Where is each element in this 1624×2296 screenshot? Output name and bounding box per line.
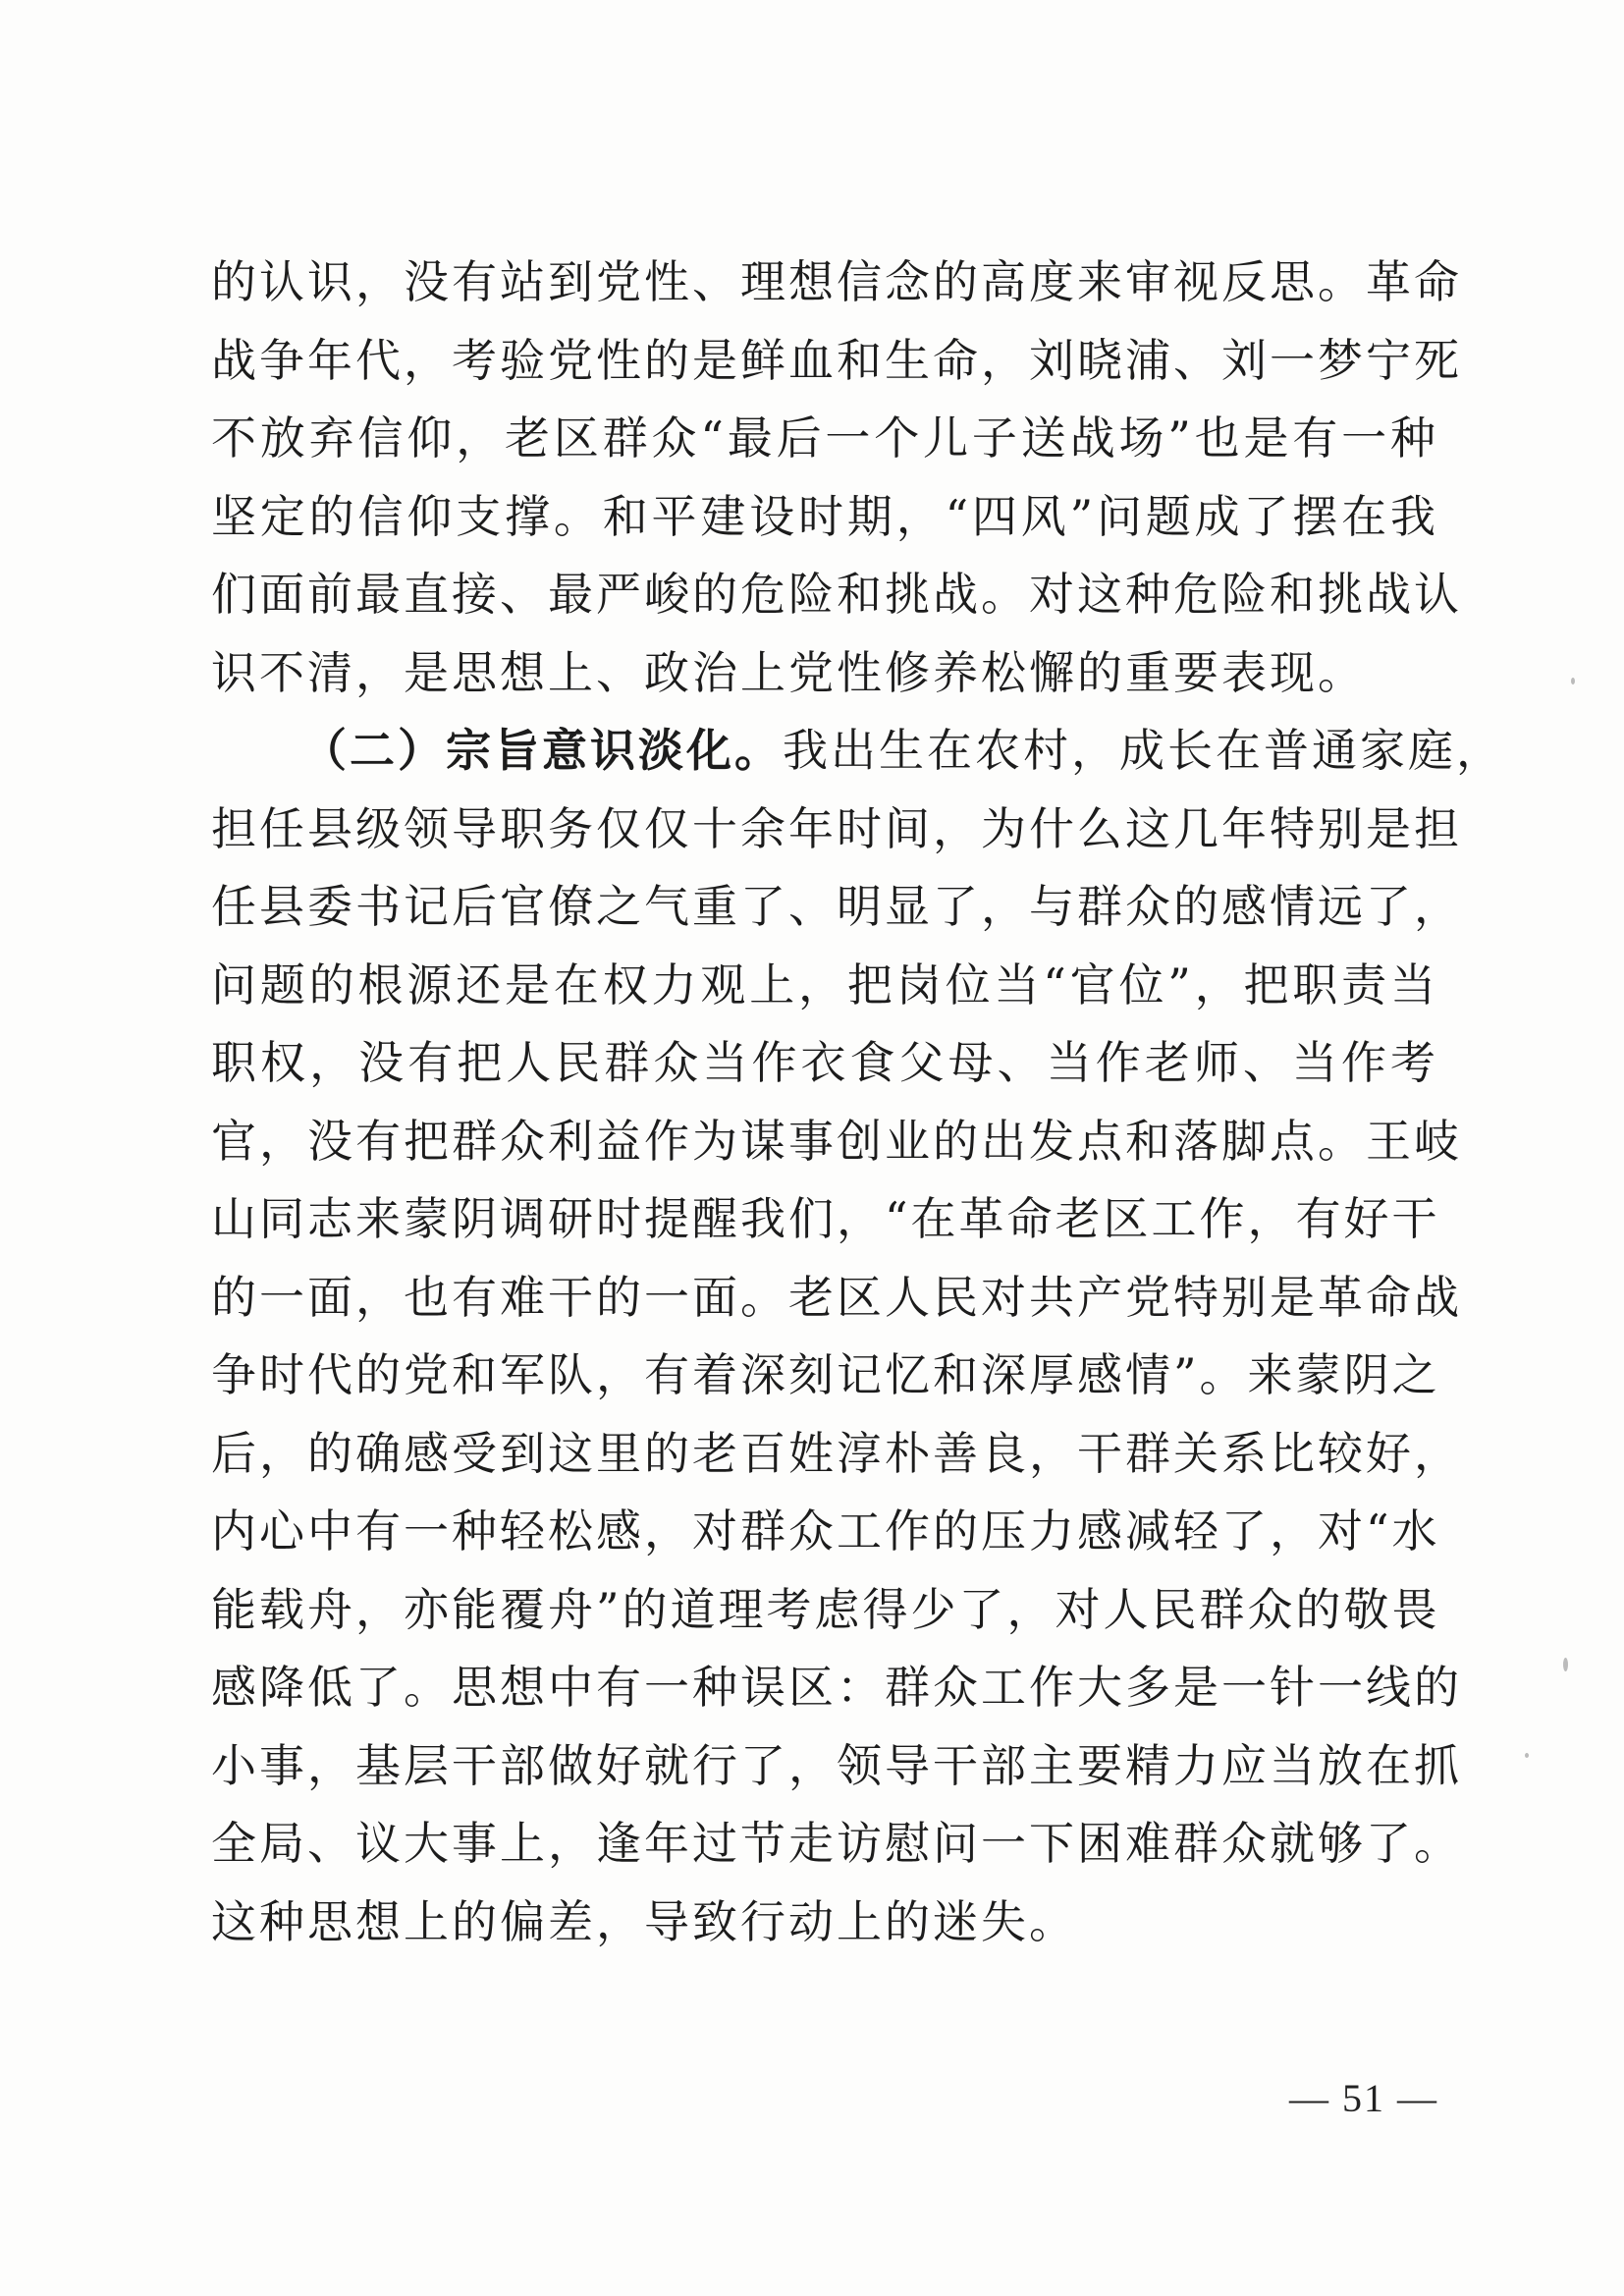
text-line: 感降低了。思想中有一种误区：群众工作大多是一针一线的 bbox=[211, 1661, 1462, 1714]
section-heading-line bbox=[211, 712, 1504, 791]
text-line: 内心中有一种轻松感，对群众工作的压力感减轻了，对“水 bbox=[211, 1504, 1440, 1558]
text-line: 担任县级领导职务仅仅十余年时间，为什么这几年特别是担 bbox=[211, 801, 1462, 855]
text-line: 小事，基层干部做好就行了，领导干部主要精力应当放在抓 bbox=[211, 1738, 1462, 1792]
scan-speck bbox=[1571, 678, 1575, 684]
text-line: 能载舟，亦能覆舟”的道理考虑得少了，对人民群众的敬畏 bbox=[211, 1582, 1440, 1636]
text-line: 的认识，没有站到党性、理想信念的高度来审视反思。革命 bbox=[211, 255, 1462, 308]
text-line: 全局、议大事上，逢年过节走访慰问一下困难群众就够了。 bbox=[211, 1817, 1462, 1870]
body-text bbox=[211, 244, 1504, 1961]
text-line: 识不清，是思想上、政治上党性修养松懈的重要表现。 bbox=[211, 645, 1366, 699]
text-line: 争时代的党和军队，有着深刻记忆和深厚感情”。来蒙阴之 bbox=[211, 1348, 1440, 1401]
text-line: 职权，没有把人民群众当作衣食父母、当作老师、当作考 bbox=[211, 1036, 1438, 1089]
text-line: 的一面，也有难干的一面。老区人民对共产党特别是革命战 bbox=[211, 1270, 1462, 1324]
text-line: 战争年代，考验党性的是鲜血和生命，刘晓浦、刘一梦宁死 bbox=[211, 333, 1462, 387]
scan-speck bbox=[1525, 1753, 1529, 1758]
text-line: 官，没有把群众利益作为谋事创业的出发点和落脚点。王岐 bbox=[211, 1114, 1462, 1168]
text-line: 后，的确感受到这里的老百姓淳朴善良，干群关系比较好， bbox=[211, 1426, 1462, 1480]
text-line: 坚定的信仰支撑。和平建设时期，“四风”问题成了摆在我 bbox=[211, 489, 1438, 543]
text-line: 山同志来蒙阴调研时提醒我们，“在革命老区工作，有好干 bbox=[211, 1192, 1440, 1245]
text-line: 这种思想上的偏差，导致行动上的迷失。 bbox=[211, 1894, 1077, 1948]
scan-speck bbox=[1563, 1658, 1568, 1671]
section-heading: （二）宗旨意识淡化。 bbox=[301, 724, 783, 777]
text-line: 不放弃信仰，老区群众“最后一个儿子送战场”也是有一种 bbox=[211, 411, 1438, 465]
text-line: 任县委书记后官僚之气重了、明显了，与群众的感情远了， bbox=[211, 880, 1462, 933]
text-line: 问题的根源还是在权力观上，把岗位当“官位”，把职责当 bbox=[211, 957, 1438, 1011]
text-line-rest: 我出生在农村，成长在普通家庭， bbox=[783, 724, 1504, 777]
page-number: — 51 — bbox=[1289, 2076, 1438, 2120]
text-line: 们面前最直接、最严峻的危险和挑战。对这种危险和挑战认 bbox=[211, 568, 1462, 621]
